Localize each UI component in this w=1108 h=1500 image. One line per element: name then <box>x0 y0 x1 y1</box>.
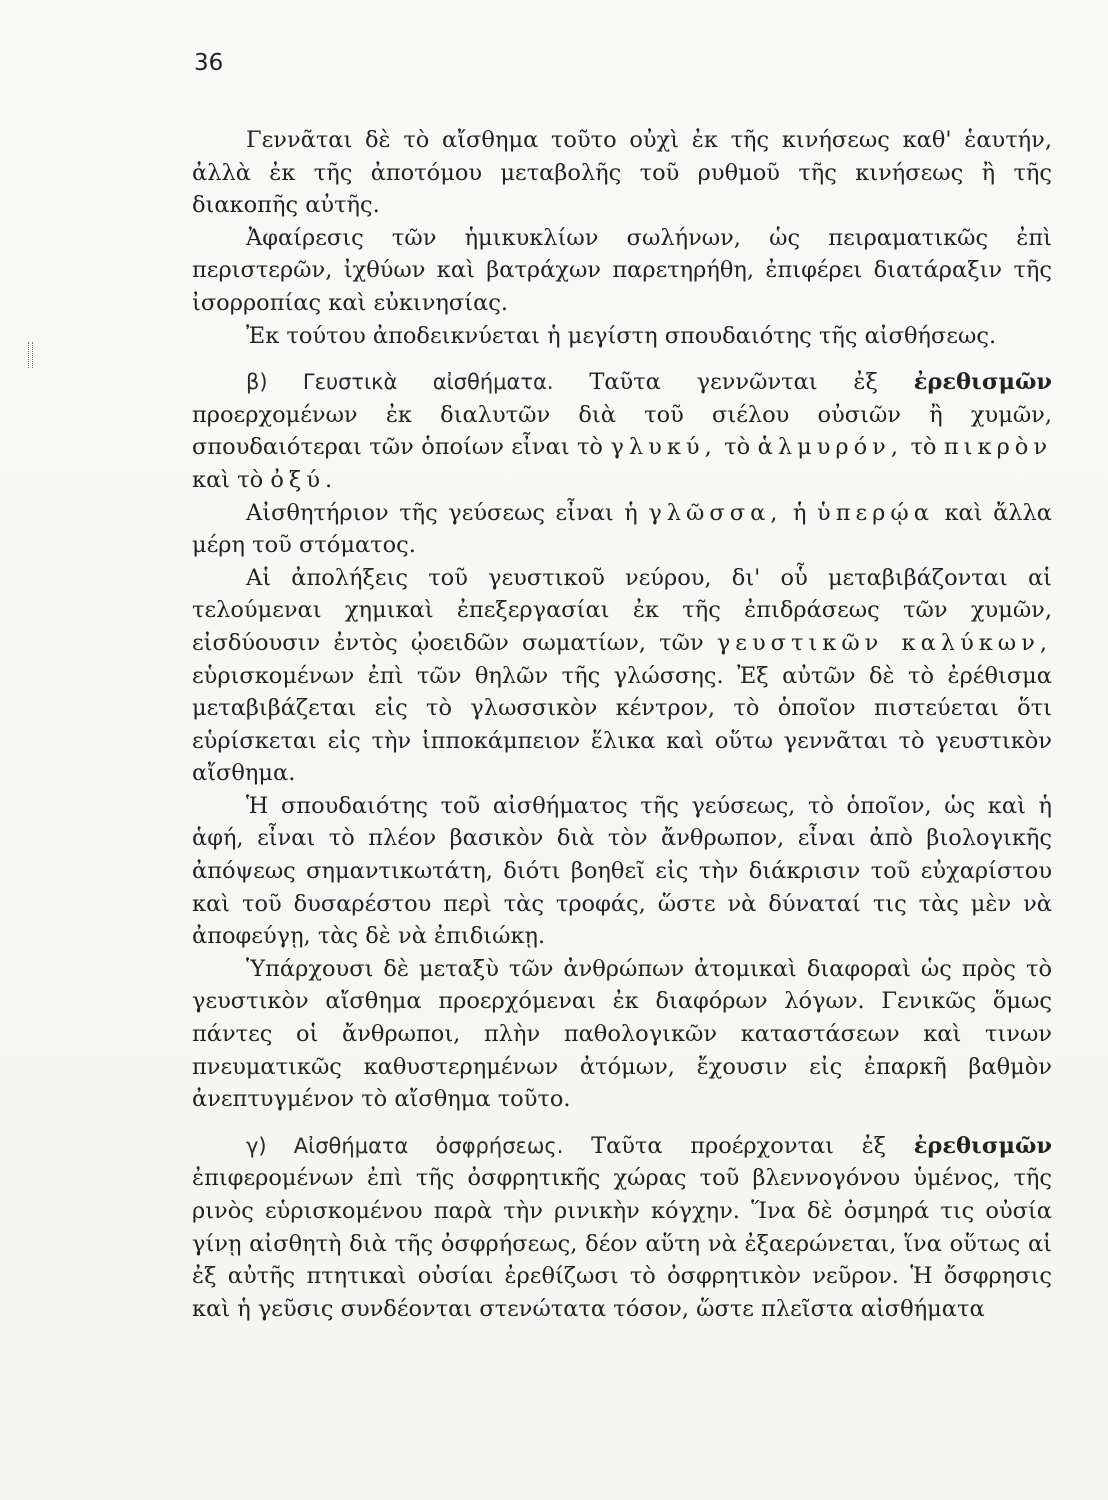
bold-term: ἐρεθισμῶν <box>913 369 1052 396</box>
section-heading-smell: γ) Αἰσθήματα ὀσφρήσεως. <box>246 1133 564 1158</box>
page-number: 36 <box>194 50 224 76</box>
paragraph-8: Ὑπάρχουσι δὲ μεταξὺ τῶν ἀνθρώπων ἀτομικαὶ διαφοραὶ ὡς πρὸς τὸ γευστικὸν αἴσθημα προερχόμεναι ἐκ διαφόρων λόγων. Γενικῶς ὅμως πάντες οἱ ἄνθρωποι, πλὴν παθολογικῶν καταστάσεων καὶ τινων πνευματικῶς καθυστερημένων ἀτόμων, ἔχουσιν εἰς ἐπαρκῆ βαθμὸν ἀνεπτυγμένον τὸ αἴσθημα τοῦτο. <box>192 955 1052 1113</box>
text-span: Ταῦτα προέρχονται ἐξ <box>591 1132 887 1159</box>
spaced-term-tongue: γλῶσσα, <box>648 499 783 526</box>
spaced-term-sour: ὀξύ. <box>270 466 338 493</box>
text-span: Αἱ ἀπολήξεις τοῦ γευστικοῦ νεύρου, δι' οὗ μεταβιβάζονται αἱ τελούμεναι χημικαὶ ἐπεξεργασίαι ἐκ τῆς ἐπιδράσεως τῶν χυμῶν, εἰσδύουσιν ἐντὸς ᾠοειδῶν σωματίων, τῶν <box>192 564 1052 656</box>
text-span: ἡ <box>792 499 807 526</box>
paragraph-1: Γεννᾶται δὲ τὸ αἴσθημα τοῦτο οὐχὶ ἐκ τῆς κινήσεως καθ' ἑαυτήν, ἀλλὰ ἐκ τῆς ἀποτόμου μεταβολῆς τοῦ ρυθμοῦ τῆς κινήσεως ἢ τῆς διακοπῆς αὐτῆς. <box>192 127 1052 219</box>
text-span: Ταῦτα γεννῶνται ἐξ <box>589 369 878 396</box>
paragraph-2: Ἀφαίρεσις τῶν ἡμικυκλίων σωλήνων, ὡς πειραματικῶς ἐπὶ περιστερῶν, ἰχθύων καὶ βατράχων παρετηρήθη, ἐπιφέρει διατάραξιν τῆς ἰσορροπίας καὶ εὐκινησίας. <box>192 224 1052 316</box>
text-span: καὶ τὸ <box>192 466 264 493</box>
text-span: Αἰσθητήριον τῆς γεύσεως εἶναι ἡ <box>246 499 638 526</box>
spaced-term-bitter: πικρὸν <box>943 434 1053 461</box>
bold-term: ἐρεθισμῶν <box>913 1132 1052 1159</box>
body-text <box>192 124 1052 1325</box>
text-span: καὶ ἄλλα μέρη τοῦ στόματος. <box>192 499 1052 559</box>
spaced-term-salty: ἁλμυρόν, <box>757 434 903 461</box>
paragraph-3: Ἐκ τούτου ἀποδεικνύεται ἡ μεγίστη σπουδαιότης τῆς αἰσθήσεως. <box>246 322 997 349</box>
spaced-term-sweet: γλυκύ, <box>610 434 717 461</box>
margin-mark <box>28 342 33 368</box>
text-span: προερχομένων ἐκ διαλυτῶν διὰ τοῦ σιέλου οὐσιῶν ἢ χυμῶν, σπουδαιότεραι τῶν ὁποίων εἶναι τὸ <box>192 401 1052 461</box>
text-span: ἐπιφερομένων ἐπὶ τῆς ὀσφρητικῆς χώρας τοῦ βλεννογόνου ὑμένος, τῆς ρινὸς εὑρισκομένου παρὰ τὴν ρινικὴν κόγχην. Ἵνα δὲ ὀσμηρά τις οὐσία γίνῃ αἰσθητὴ διὰ τῆς ὀσφρήσεως, δέον αὕτη νὰ ἐξαερώνεται, ἵνα οὕτως αἱ ἐξ αὐτῆς πτητικαὶ οὐσίαι ἐρεθίζωσι τὸ ὀσφρητικὸν νεῦρον. Ἡ ὄσφρησις καὶ ἡ γεῦσις συνδέονται στενώτατα τόσον, ὥστε πλεῖστα αἰσθήματα <box>192 1165 1052 1322</box>
spaced-term-palate: ὑπερῴα <box>817 499 934 526</box>
paragraph-smell-section <box>192 1130 1052 1326</box>
section-heading-taste: β) Γευστικὰ αἰσθήματα. <box>246 370 554 395</box>
text-span: τὸ <box>910 434 937 461</box>
paragraph-6 <box>192 562 1052 790</box>
paragraph-7: Ἡ σπουδαιότης τοῦ αἰσθήματος τῆς γεύσεως, τὸ ὁποῖον, ὡς καὶ ἡ ἁφή, εἶναι τὸ πλέον βασικὸν διὰ τὸν ἄνθρωπον, εἶναι ἀπὸ βιολογικῆς ἀπόψεως σημαντικωτάτη, διότι βοηθεῖ εἰς τὴν διάκρισιν τοῦ εὐχαρίστου καὶ τοῦ δυσαρέστου περὶ τὰς τροφάς, ὥστε νὰ δύναταί τις τὰς μὲν νὰ ἀποφεύγῃ, τὰς δὲ νὰ ἐπιδιώκῃ. <box>192 792 1052 950</box>
paragraph-5 <box>192 497 1052 562</box>
paragraph-taste-section <box>192 366 1052 496</box>
text-span: εὑρισκομένων ἐπὶ τῶν θηλῶν τῆς γλώσσης. Ἐξ αὐτῶν δὲ τὸ ἐρέθισμα μεταβιβάζεται εἰς τὸ γλωσσικὸν κέντρον, τὸ ὁποῖον πιστεύεται ὅτι εὑρίσκεται εἰς τὴν ἱπποκάμπειον ἕλικα καὶ οὕτω γεννᾶται τὸ γευστικὸν αἴσθημα. <box>192 662 1052 787</box>
text-span: τὸ <box>724 434 751 461</box>
spaced-term-taste-buds: γευστικῶν καλύκων, <box>716 629 1052 656</box>
